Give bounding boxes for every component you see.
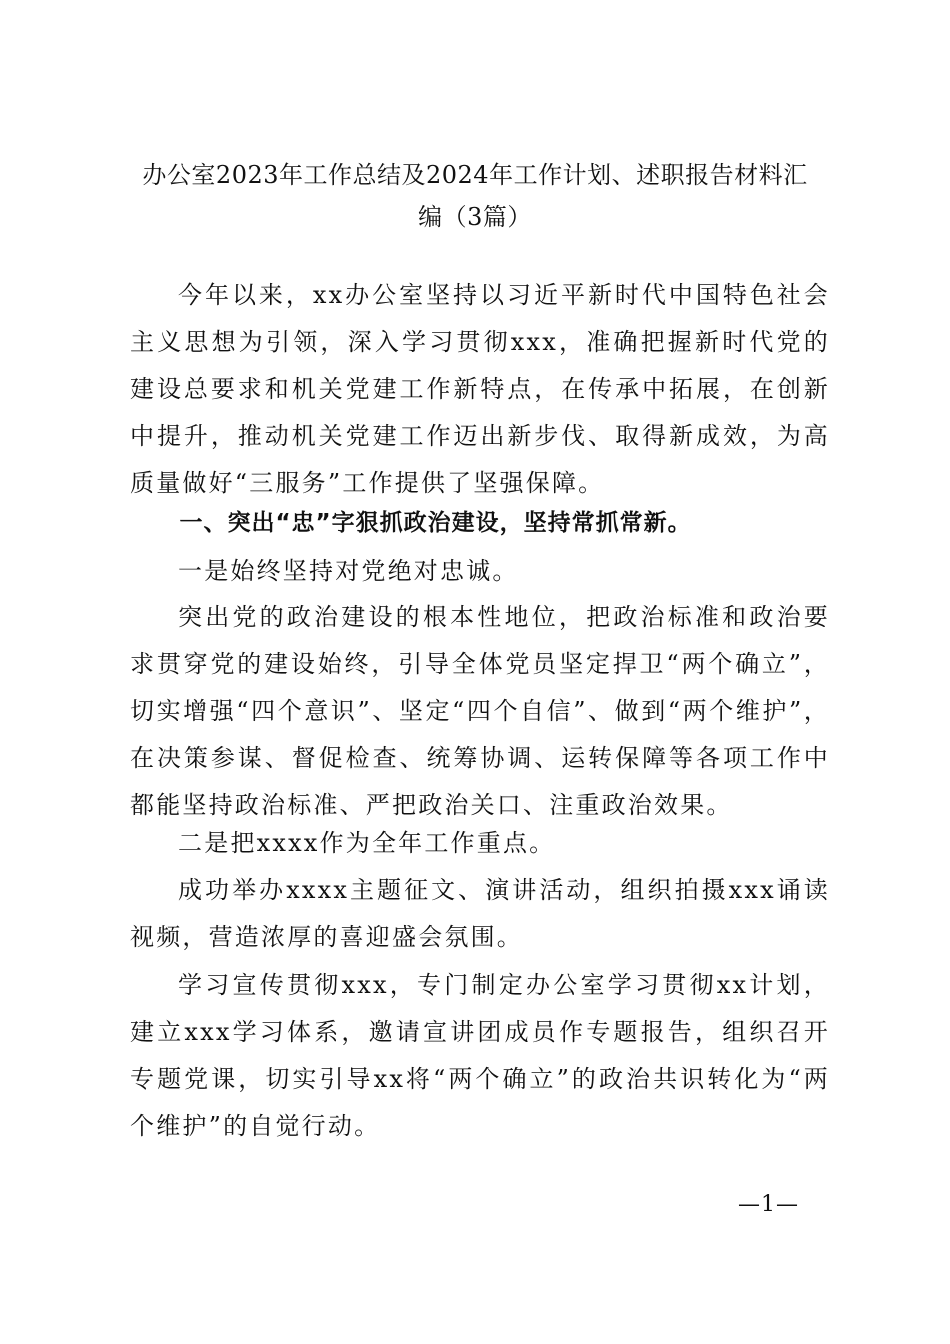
paragraph-study-plan: 学习宣传贯彻xxx，专门制定办公室学习贯彻xx计划，建立xxx学习体系，邀请宣讲团成员作专题报告，组织召开专题党课，切实引导xx将“两个确立”的政治共识转化为“两个维护”的自觉行动。 (130, 971, 830, 1140)
subheading-2: 二是把xxxx作为全年工作重点。 (178, 829, 556, 857)
intro-paragraph: 今年以来，xx办公室坚持以习近平新时代中国特色社会主义思想为引领，深入学习贯彻xxx，准确把握新时代党的建设总要求和机关党建工作新特点，在传承中拓展，在创新中提升，推动机关党建工作迈出新步伐、取得新成效，为高质量做好“三服务”工作提供了坚强保障。 (130, 281, 830, 497)
subheading-1: 一是始终坚持对党绝对忠诚。 (178, 557, 519, 585)
document-title-line-1: 办公室2023年工作总结及2024年工作计划、述职报告材料汇 (142, 161, 808, 189)
page-number: —1— (738, 1192, 799, 1217)
section-heading-1: 一、突出“忠”字狠抓政治建设，坚持常抓常新。 (179, 510, 692, 536)
document-title-line-2: 编（3篇） (418, 203, 532, 231)
paragraph-activities: 成功举办xxxx主题征文、演讲活动，组织拍摄xxx诵读视频，营造浓厚的喜迎盛会氛围。 (130, 876, 830, 951)
paragraph-political-building: 突出党的政治建设的根本性地位，把政治标准和政治要求贯穿党的建设始终，引导全体党员坚定捍卫“两个确立”，切实增强“四个意识”、坚定“四个自信”、做到“两个维护”，在决策参谋、督促检查、统筹协调、运转保障等各项工作中都能坚持政治标准、严把政治关口、注重政治效果。 (130, 603, 830, 819)
